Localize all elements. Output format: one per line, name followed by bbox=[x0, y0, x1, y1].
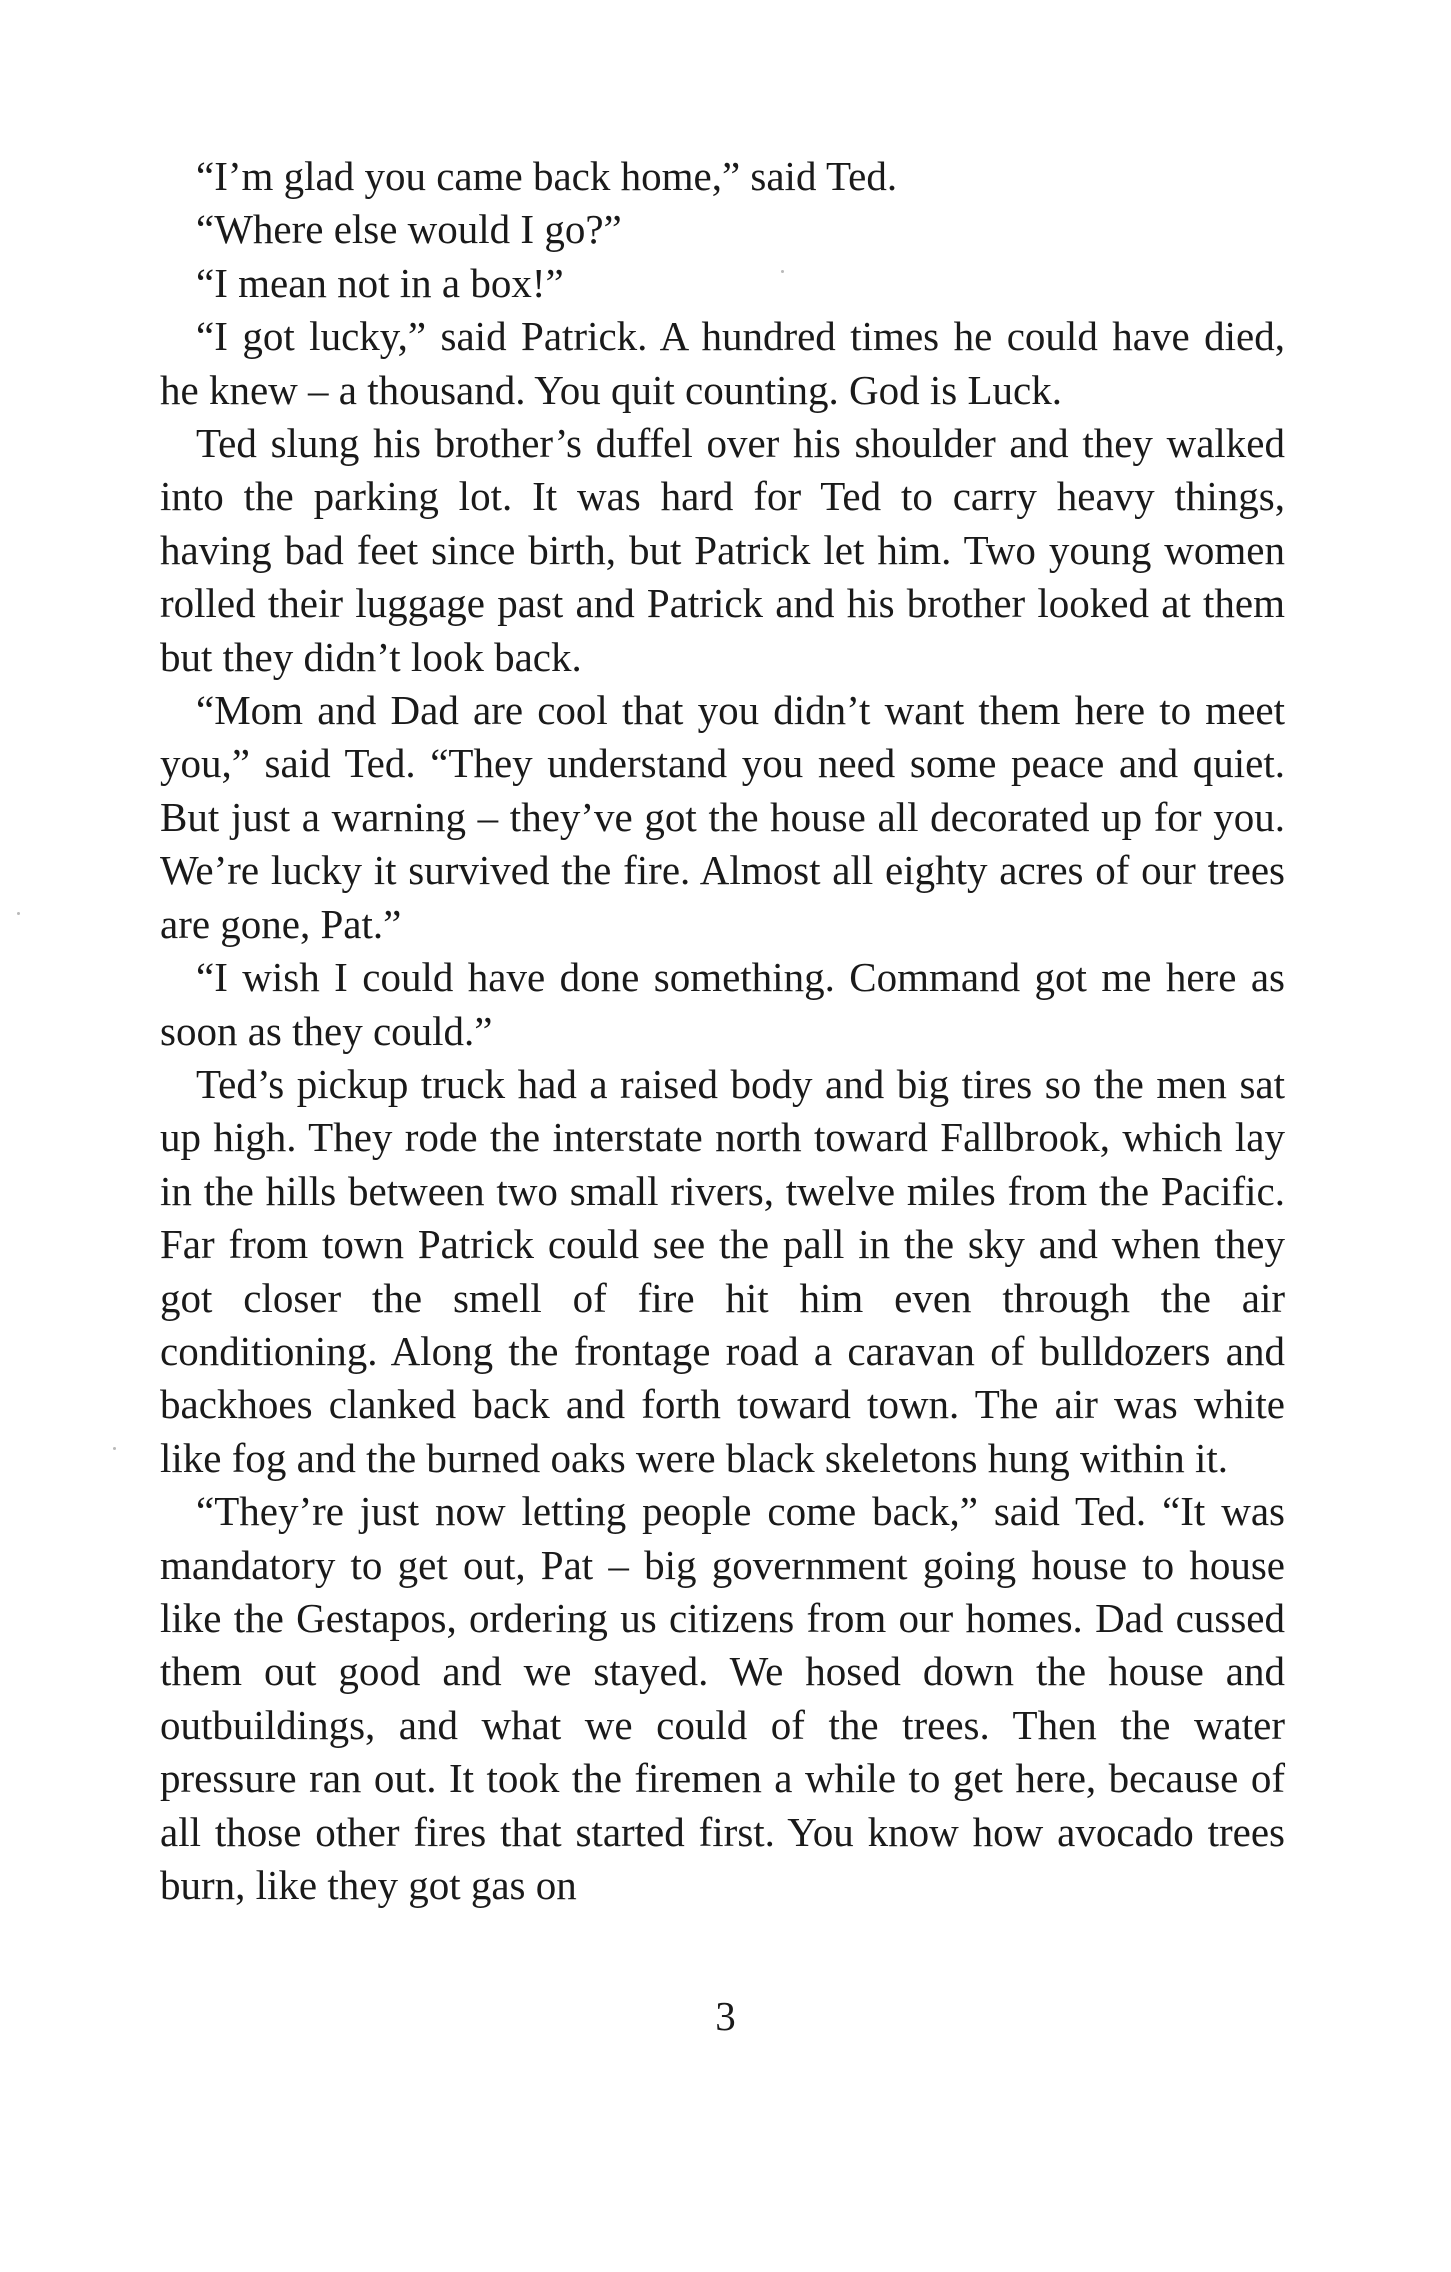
paragraph: “I’m glad you came back home,” said Ted. bbox=[196, 153, 898, 199]
scan-speck bbox=[781, 270, 784, 273]
paragraph: Ted slung his brother’s duffel over his shoulder and they walked into the parking lot. It was hard for Ted to carry heavy things, having bad feet since birth, but Patrick let him. Two young women rolled their luggage past and Patrick and his brother looked at them but they didn’t look back. bbox=[160, 420, 1285, 680]
body-text bbox=[160, 150, 1285, 1912]
paragraph: “Mom and Dad are cool that you didn’t want them here to meet you,” said Ted. “They understand you need some peace and quiet. But just a warning – they’ve got the house all decorated up for you. We’re lucky it survived the fire. Almost all eighty acres of our trees are gone, Pat.” bbox=[160, 687, 1285, 947]
scan-speck bbox=[113, 1447, 116, 1450]
paragraph: “I mean not in a box!” bbox=[196, 259, 564, 306]
paragraph: “They’re just now letting people come back,” said Ted. “It was mandatory to get out, Pat – big government going house to house like the Gestapos, ordering us citizens from our homes. Dad cussed them out good and we stayed. We hosed down the house and outbuildings, and what we could of the trees. Then the water pressure ran out. It took the firemen a while to get here, because of all those other fires that started first. You know how avocado trees burn, like they got gas on bbox=[160, 1488, 1285, 1908]
paragraph: “Where else would I go?” bbox=[196, 206, 622, 253]
scan-speck bbox=[17, 912, 20, 915]
paragraph: “I wish I could have done something. Command got me here as soon as they could.” bbox=[160, 954, 1285, 1054]
paragraph: Ted’s pickup truck had a raised body and big tires so the men sat up high. They rode the interstate north toward Fallbrook, which lay in the hills between two small rivers, twelve miles from the Pacific. Far from town Patrick could see the pall in the sky and when they got closer the smell of fire hit him even through the air conditioning. Along the frontage road a caravan of bulldozers and backhoes clanked back and forth toward town. The air was white like fog and the burned oaks were black skeletons hung within it. bbox=[160, 1060, 1285, 1481]
page-number: 3 bbox=[715, 1993, 736, 2039]
paragraph: “I got lucky,” said Patrick. A hundred times he could have died, he knew – a thousand. You quit counting. God is Luck. bbox=[160, 313, 1285, 413]
